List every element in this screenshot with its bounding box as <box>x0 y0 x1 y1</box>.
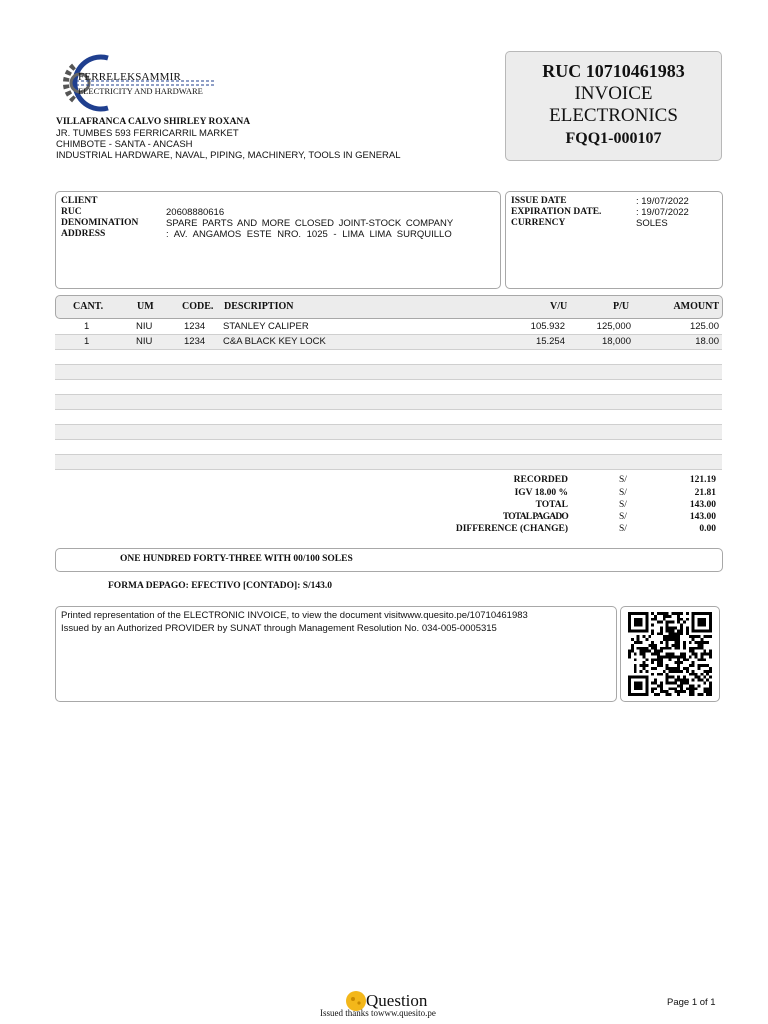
row-vu: 105.932 <box>530 321 565 332</box>
issue-date-label: ISSUE DATE <box>511 196 567 206</box>
row-pu: 18,000 <box>601 336 631 347</box>
header-code: CODE. <box>182 301 214 312</box>
currency-symbol: S/ <box>619 512 627 522</box>
table-row <box>55 334 722 350</box>
logo-name: FERRELEKSAMMIR <box>78 71 182 83</box>
igv-label: IGV 18.00 % <box>514 488 568 498</box>
currency-symbol: S/ <box>619 475 627 485</box>
document-ruc: RUC 10710461983 <box>542 61 685 81</box>
expiration-date-label: EXPIRATION DATE. <box>511 207 602 217</box>
row-qty: 1 <box>84 336 90 347</box>
total-label: TOTAL <box>535 500 568 510</box>
currency-label: CURRENCY <box>511 218 566 228</box>
currency-symbol: S/ <box>619 524 627 534</box>
row-um: NIU <box>136 321 153 332</box>
header-vu: V/U <box>550 301 568 312</box>
recorded-label: RECORDED <box>513 475 568 485</box>
dates-box <box>505 191 723 289</box>
legal-note-box <box>55 606 617 702</box>
client-box <box>55 191 501 289</box>
qr-code <box>626 612 714 696</box>
footer-issued: Issued thanks towww.quesito.pe <box>320 1008 436 1018</box>
row-pu: 125,000 <box>596 321 631 332</box>
header-description: DESCRIPTION <box>224 301 294 312</box>
row-description: C&A BLACK KEY LOCK <box>223 336 326 347</box>
amount-in-words-box <box>55 548 723 572</box>
document-type-2: ELECTRONICS <box>549 105 678 126</box>
table-row <box>55 320 722 334</box>
seller-name: VILLAFRANCA CALVO SHIRLEY ROXANA <box>56 117 251 127</box>
currency-symbol: S/ <box>619 488 627 498</box>
expiration-date: : 19/07/2022 <box>636 207 689 218</box>
empty-row <box>55 364 722 380</box>
page-number: Page 1 of 1 <box>667 997 716 1008</box>
legal-note-1: Printed representation of the ELECTRONIC INVOICE, to view the document visitwww.quesito.pe/10710461983 <box>61 610 528 621</box>
payment-method: FORMA DEPAGO: EFECTIVO [CONTADO]: S/143.0 <box>108 581 333 591</box>
empty-row <box>55 394 722 410</box>
seller-address-2: CHIMBOTE - SANTA - ANCASH <box>56 139 193 150</box>
paid-value: 143.00 <box>689 512 716 522</box>
row-code: 1234 <box>184 321 206 332</box>
currency: SOLES <box>636 218 668 229</box>
row-qty: 1 <box>84 321 90 332</box>
difference-label: DIFFERENCE (CHANGE) <box>455 524 568 534</box>
legal-note-2: Issued by an Authorized PROVIDER by SUNAT through Management Resolution No. 034-005-0005315 <box>61 623 497 634</box>
header-qty: CANT. <box>73 301 104 312</box>
client-label: CLIENT <box>61 196 98 206</box>
client-address-label: ADDRESS <box>61 229 106 239</box>
row-amount: 18.00 <box>695 336 719 347</box>
qr-box <box>620 606 720 702</box>
document-number: FQQ1-000107 <box>565 130 662 147</box>
footer-brand: Question <box>366 991 428 1010</box>
logo-subtitle: ELECTRICITY AND HARDWARE <box>78 86 203 96</box>
currency-symbol: S/ <box>619 500 627 510</box>
items-table-header <box>55 295 723 319</box>
difference-value: 0.00 <box>699 524 716 534</box>
client-ruc: 20608880616 <box>166 207 225 218</box>
row-vu: 15.254 <box>535 336 565 347</box>
document-id-box <box>505 51 722 161</box>
recorded-value: 121.19 <box>689 475 716 485</box>
seller-address-1: JR. TUMBES 593 FERRICARRIL MARKET <box>56 128 239 139</box>
row-code: 1234 <box>184 336 206 347</box>
header-pu: P/U <box>613 301 630 312</box>
row-um: NIU <box>136 336 153 347</box>
client-address: : AV. ANGAMOS ESTE NRO. 1025 - LIMA LIMA SURQUILLO <box>166 229 452 240</box>
client-denomination: SPARE PARTS AND MORE CLOSED JOINT-STOCK COMPANY <box>166 218 454 229</box>
paid-label: TOTAL PAGADO <box>502 512 568 522</box>
client-ruc-label: RUC <box>61 207 82 217</box>
issue-date: : 19/07/2022 <box>636 196 689 207</box>
igv-value: 21.81 <box>694 488 716 498</box>
row-amount: 125.00 <box>689 321 719 332</box>
amount-in-words: ONE HUNDRED FORTY-THREE WITH 00/100 SOLES <box>120 554 353 564</box>
header-amount: AMOUNT <box>673 301 719 312</box>
seller-activity: INDUSTRIAL HARDWARE, NAVAL, PIPING, MACHINERY, TOOLS IN GENERAL <box>56 150 401 161</box>
empty-row <box>55 454 722 470</box>
row-description: STANLEY CALIPER <box>223 321 309 332</box>
document-type-1: INVOICE <box>574 83 653 104</box>
total-value: 143.00 <box>689 500 716 510</box>
client-denomination-label: DENOMINATION <box>61 218 139 228</box>
empty-row <box>55 424 722 440</box>
header-um: UM <box>137 301 154 312</box>
